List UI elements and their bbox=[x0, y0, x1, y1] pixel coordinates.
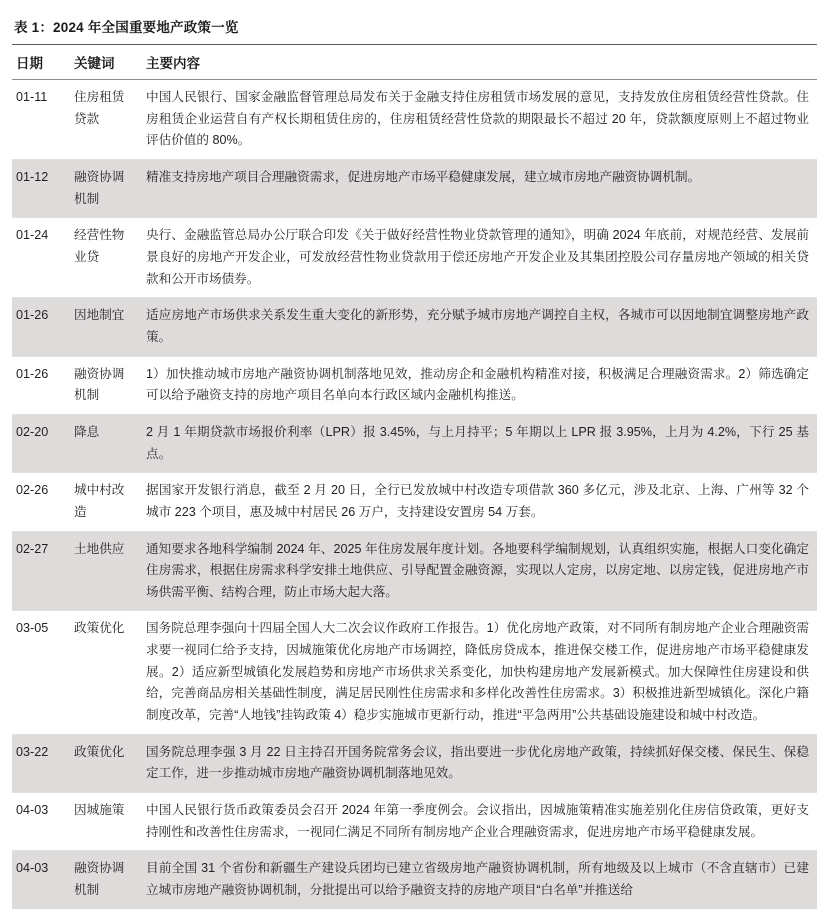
cell-date: 03-22 bbox=[12, 734, 70, 792]
table-row bbox=[12, 793, 817, 851]
cell-content: 中国人民银行货币政策委员会召开 2024 年第一季度例会。会议指出，因城施策精准实施差别化住房信贷政策，更好支持刚性和改善性住房需求，一视同仁满足不同所有制房地产企业合理融资需求，促进房地产市场平稳健康发展。 bbox=[142, 793, 817, 851]
cell-keyword: 因城施策 bbox=[70, 793, 142, 851]
column-header-content: 主要内容 bbox=[142, 45, 817, 80]
table-row bbox=[12, 356, 817, 414]
cell-content: 目前全国 31 个省份和新疆生产建设兵团均已建立省级房地产融资协调机制，所有地级及以上城市（不含直辖市）已建立城市房地产融资协调机制，分批提出可以给予融资支持的房地产项目“白名单”并推送给 bbox=[142, 851, 817, 909]
table-row bbox=[12, 159, 817, 217]
cell-content: 1）加快推动城市房地产融资协调机制落地见效，推动房企和金融机构精准对接，积极满足合理融资需求。2）筛选确定可以给予融资支持的房地产项目名单向本行政区域内金融机构推送。 bbox=[142, 356, 817, 414]
cell-content: 国务院总理李强 3 月 22 日主持召开国务院常务会议，指出要进一步优化房地产政策，持续抓好保交楼、保民生、保稳定工作，进一步推动城市房地产融资协调机制落地见效。 bbox=[142, 734, 817, 792]
cell-content: 据国家开发银行消息，截至 2 月 20 日，全行已发放城中村改造专项借款 360 多亿元，涉及北京、上海、广州等 32 个城市 223 个项目，惠及城中村居民 26 万户，支持建设安置房 54 万套。 bbox=[142, 473, 817, 531]
cell-date: 04-03 bbox=[12, 793, 70, 851]
cell-content: 适应房地产市场供求关系发生重大变化的新形势，充分赋予城市房地产调控自主权，各城市可以因地制宜调整房地产政策。 bbox=[142, 298, 817, 356]
header-row bbox=[12, 45, 817, 80]
table-row bbox=[12, 473, 817, 531]
cell-date: 04-03 bbox=[12, 851, 70, 909]
table-row bbox=[12, 218, 817, 298]
cell-content: 精准支持房地产项目合理融资需求，促进房地产市场平稳健康发展，建立城市房地产融资协调机制。 bbox=[142, 159, 817, 217]
table-row bbox=[12, 298, 817, 356]
cell-date: 01-11 bbox=[12, 80, 70, 160]
cell-date: 02-20 bbox=[12, 414, 70, 472]
cell-date: 02-27 bbox=[12, 531, 70, 611]
cell-keyword: 降息 bbox=[70, 414, 142, 472]
cell-content: 通知要求各地科学编制 2024 年、2025 年住房发展年度计划。各地要科学编制规划，认真组织实施，根据人口变化确定住房需求，根据住房需求科学安排土地供应、引导配置金融资源，实现以人定房，以房定地、以房定钱，促进房地产市场供需平衡、结构合理，防止市场大起大落。 bbox=[142, 531, 817, 611]
table-header bbox=[12, 45, 817, 80]
column-header-date: 日期 bbox=[12, 45, 70, 80]
cell-keyword: 融资协调机制 bbox=[70, 356, 142, 414]
table-row bbox=[12, 851, 817, 909]
cell-content: 中国人民银行、国家金融监督管理总局发布关于金融支持住房租赁市场发展的意见，支持发放住房租赁经营性贷款。住房租赁企业运营自有产权长期租赁住房的，住房租赁经营性贷款的期限最长不超过 20 年，贷款额度原则上不超过物业评估价值的 80%。 bbox=[142, 80, 817, 160]
policy-table bbox=[12, 44, 817, 909]
cell-keyword: 政策优化 bbox=[70, 734, 142, 792]
cell-content: 国务院总理李强向十四届全国人大二次会议作政府工作报告。1）优化房地产政策，对不同所有制房地产企业合理融资需求要一视同仁给予支持，因城施策优化房地产市场调控，降低房贷成本，推进保交楼工作，促进房地产市场平稳健康发展。2）适应新型城镇化发展趋势和房地产市场供求关系变化，加快构建房地产发展新模式。加大保障性住房建设和供给，完善商品房相关基础性制度，满足居民刚性住房需求和多样化改善性住房需求。3）积极推进新型城镇化。深化户籍制度改革，完善“人地钱”挂钩政策 4）稳步实施城市更新行动，推进“平急两用”公共基础设施建设和城中村改造。 bbox=[142, 611, 817, 734]
cell-date: 01-24 bbox=[12, 218, 70, 298]
cell-keyword: 经营性物业贷 bbox=[70, 218, 142, 298]
cell-keyword: 融资协调机制 bbox=[70, 851, 142, 909]
cell-date: 01-26 bbox=[12, 356, 70, 414]
cell-keyword: 融资协调机制 bbox=[70, 159, 142, 217]
cell-keyword: 住房租赁贷款 bbox=[70, 80, 142, 160]
cell-date: 01-26 bbox=[12, 298, 70, 356]
table-row bbox=[12, 611, 817, 734]
column-header-keyword: 关键词 bbox=[70, 45, 142, 80]
table-title: 表 1：2024 年全国重要地产政策一览 bbox=[14, 20, 239, 35]
table-body bbox=[12, 80, 817, 909]
cell-content: 2 月 1 年期贷款市场报价利率（LPR）报 3.45%，与上月持平；5 年期以上 LPR 报 3.95%，上月为 4.2%，下行 25 基点。 bbox=[142, 414, 817, 472]
cell-date: 03-05 bbox=[12, 611, 70, 734]
cell-keyword: 土地供应 bbox=[70, 531, 142, 611]
cell-keyword: 因地制宜 bbox=[70, 298, 142, 356]
table-row bbox=[12, 531, 817, 611]
cell-date: 01-12 bbox=[12, 159, 70, 217]
cell-keyword: 城中村改造 bbox=[70, 473, 142, 531]
cell-date: 02-26 bbox=[12, 473, 70, 531]
cell-keyword: 政策优化 bbox=[70, 611, 142, 734]
table-row bbox=[12, 80, 817, 160]
table-row bbox=[12, 734, 817, 792]
cell-content: 央行、金融监管总局办公厅联合印发《关于做好经营性物业贷款管理的通知》，明确 2024 年底前，对规范经营、发展前景良好的房地产开发企业，可发放经营性物业贷款用于偿还房地产开发企业及其集团控股公司存量房地产领域的相关贷款和公开市场债券。 bbox=[142, 218, 817, 298]
table-row bbox=[12, 414, 817, 472]
